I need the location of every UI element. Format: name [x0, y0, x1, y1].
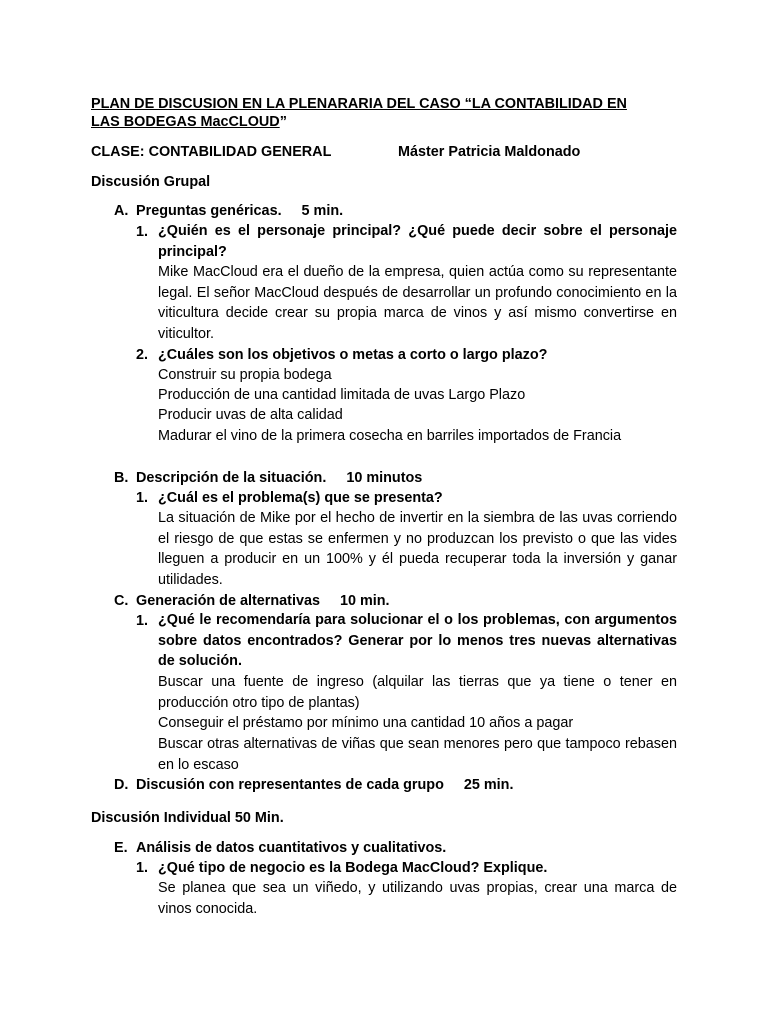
question-a2: ¿Cuáles son los objetivos o metas a corto o largo plazo? — [158, 347, 548, 363]
question-b1-marker: 1. — [136, 490, 149, 506]
title-text-1: PLAN DE DISCUSION EN LA PLENARARIA DEL CASO “LA CONTABILIDAD EN — [91, 96, 627, 112]
answer-a2-item: Producir uvas de alta calidad — [158, 407, 343, 423]
section-c-marker: C. — [114, 593, 129, 609]
title-text-2: LAS BODEGAS MacCLOUD — [91, 114, 280, 130]
answer-c1-item: Conseguir el préstamo por mínimo una cantidad 10 años a pagar — [158, 715, 574, 731]
question-b1: ¿Cuál es el problema(s) que se presenta? — [158, 490, 443, 506]
section-b-marker: B. — [114, 470, 129, 486]
class-label: CLASE: CONTABILIDAD GENERAL — [91, 144, 332, 160]
section-e-marker: E. — [114, 840, 128, 856]
section-a-marker: A. — [114, 203, 129, 219]
question-a2-marker: 2. — [136, 347, 149, 363]
section-d-marker: D. — [114, 777, 129, 793]
document-title-line1 — [91, 94, 627, 114]
question-e1-marker: 1. — [136, 860, 149, 876]
question-a1-marker: 1. — [136, 224, 149, 240]
section-a-title: Preguntas genéricas. 5 min. — [136, 203, 344, 219]
title-closing-quote: ” — [279, 114, 287, 130]
group-discussion-heading: Discusión Grupal — [91, 174, 211, 190]
section-d-title: Discusión con representantes de cada grupo 25 min. — [136, 777, 514, 793]
question-e1: ¿Qué tipo de negocio es la Bodega MacCloud? Explique. — [158, 860, 548, 876]
section-c-title: Generación de alternativas 10 min. — [136, 593, 390, 609]
answer-e1: Se planea que sea un viñedo, y utilizando uvas propias, crear una marca de vinos conocida. — [158, 880, 677, 917]
answer-c1-item: Buscar una fuente de ingreso (alquilar las tierras que ya tiene o tener en producción otro tipo de plantas) — [158, 674, 677, 711]
answer-a1: Mike MacCloud era el dueño de la empresa, quien actúa como su representante legal. El señor MacCloud después de desarrollar un profundo conocimiento en la viticultura decide crear su propia marca de vinos y así mismo convertirse en viticultor. — [158, 264, 677, 342]
answer-c1-item: Buscar otras alternativas de viñas que sean menores pero que tampoco rebasen en lo escaso — [158, 736, 677, 773]
question-a1: ¿Quién es el personaje principal? ¿Qué puede decir sobre el personaje principal? — [158, 223, 677, 260]
question-c1: ¿Qué le recomendaría para solucionar el o los problemas, con argumentos sobre datos encontrados? Generar por lo menos tres nuevas alternativas de solución. — [158, 612, 677, 670]
section-b-title: Descripción de la situación. 10 minutos — [136, 470, 423, 486]
answer-a2-item: Construir su propia bodega — [158, 367, 332, 383]
answer-a2-item: Producción de una cantidad limitada de uvas Largo Plazo — [158, 387, 526, 403]
teacher-name: Máster Patricia Maldonado — [398, 144, 581, 160]
answer-b1: La situación de Mike por el hecho de invertir en la siembra de las uvas corriendo el riesgo de que estas se enfermen y no produzcan los previsto o que las vides lleguen a producir en un 100% y él pueda recuperar toda la inversión y ganar utilidades. — [158, 510, 677, 588]
section-e-title: Análisis de datos cuantitativos y cualitativos. — [136, 840, 447, 856]
individual-discussion-heading: Discusión Individual 50 Min. — [91, 810, 284, 826]
document-title-line2 — [91, 112, 287, 132]
question-c1-marker: 1. — [136, 613, 149, 629]
answer-a2-item: Madurar el vino de la primera cosecha en barriles importados de Francia — [158, 428, 622, 444]
